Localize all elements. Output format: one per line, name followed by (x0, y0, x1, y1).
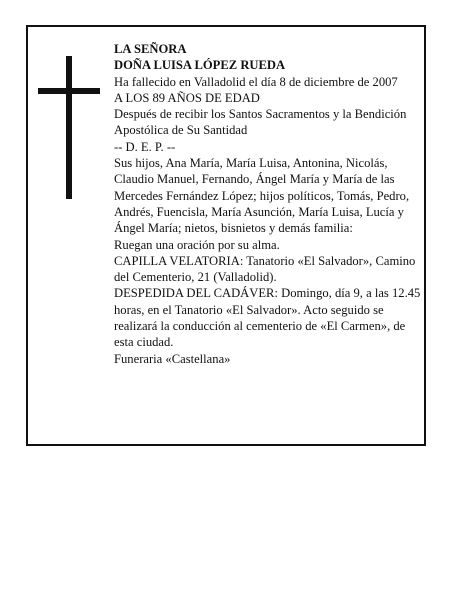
farewell-info: DESPEDIDA DEL CADÁVER: Domingo, día 9, a las 12.45 horas, en el Tanatorio «El Salvador». Acto seguido se realizará la conducción al cementerio de «El Carmen», de esta ciudad. (114, 286, 421, 350)
sacraments-line: Después de recibir los Santos Sacramentos y la Bendición Apostólica de Su Santidad (114, 107, 407, 138)
family-list: Sus hijos, Ana María, María Luisa, Antonina, Nicolás, Claudio Manuel, Fernando, Ángel María y María de las Mercedes Fernández López; hijos políticos, Tomás, Pedro, Andrés, Fuencisla, María Asunción, María Luisa, Lucía y Ángel María; nietos, bisnietos y demás familia: (114, 156, 410, 236)
funeral-home: Funeraria «Castellana» (114, 351, 231, 366)
cross-horizontal-bar (38, 88, 100, 94)
deceased-name: DOÑA LUISA LÓPEZ RUEDA (114, 58, 286, 73)
death-info: Ha fallecido en Valladolid el día 8 de diciembre de 2007 (114, 74, 398, 89)
obituary-notice (26, 25, 426, 446)
prayer-line: Ruegan una oración por su alma. (114, 237, 280, 252)
dep-line: -- D. E. P. -- (114, 139, 176, 154)
cross-vertical-bar (66, 56, 72, 199)
title-line-1: LA SEÑORA (114, 42, 187, 56)
obituary-text (114, 41, 426, 367)
age-line: A LOS 89 AÑOS DE EDAD (114, 90, 260, 105)
cross-icon (38, 56, 100, 199)
chapel-info: CAPILLA VELATORIA: Tanatorio «El Salvador», Camino del Cementerio, 21 (Valladolid). (114, 253, 416, 285)
